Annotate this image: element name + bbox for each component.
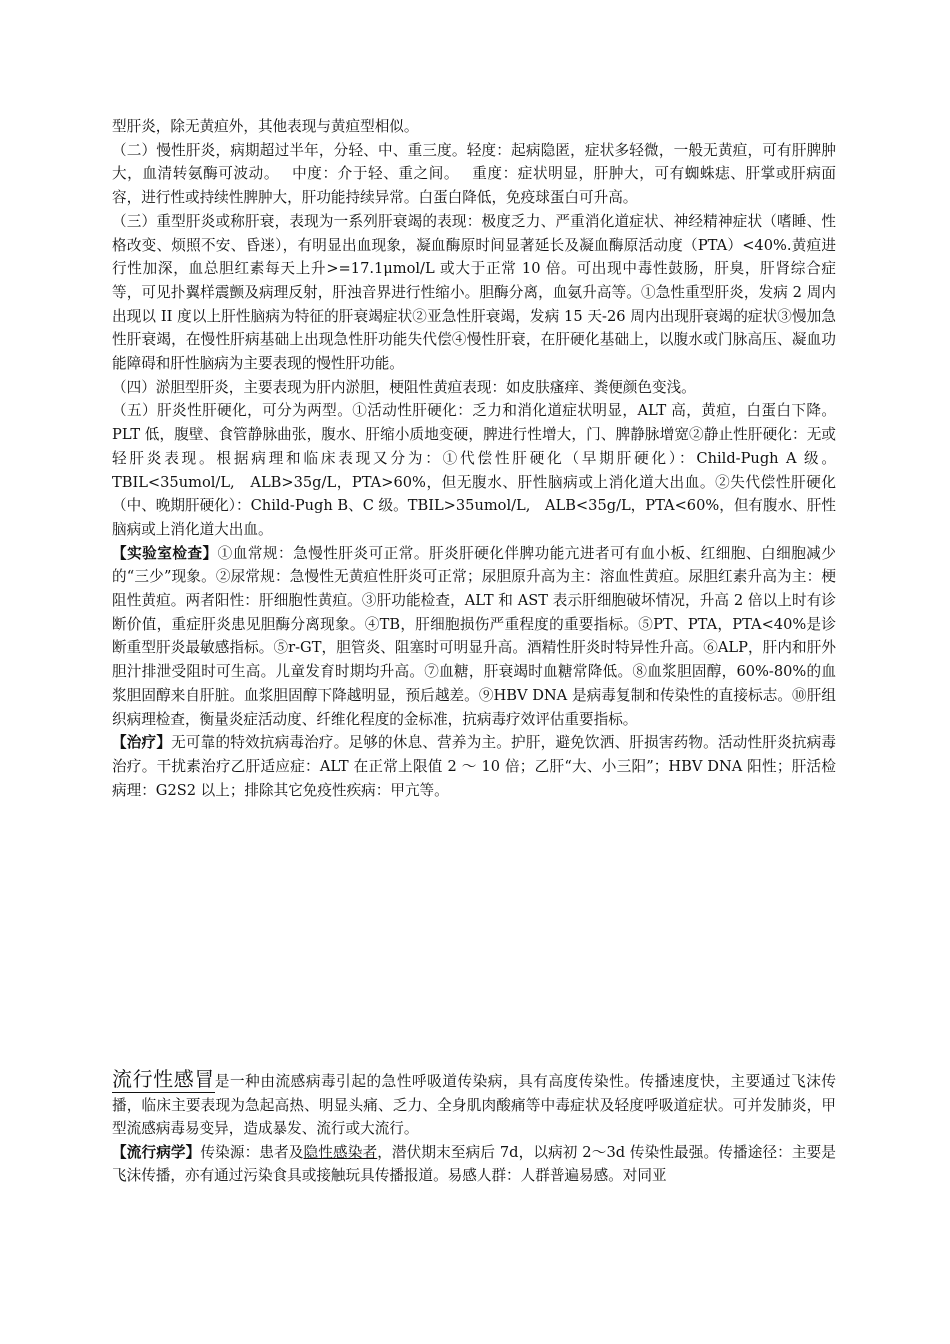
paragraph-epidemiology [112, 1141, 836, 1188]
influenza-intro [112, 1068, 836, 1141]
treatment-text: 无可靠的特效抗病毒治疗。足够的休息、营养为主。护肝，避免饮洒、肝损害药物。活动性肝炎抗病毒治疗。干扰素治疗乙肝适应症：ALT 在正常上限值 2 ～ 10 倍；乙肝“大、小三阳”；HBV DNA 阳性；肝活检病理：G2S2 以上；排除其它免疫性疾病：甲亢等。 [112, 734, 836, 799]
influenza-section [112, 1068, 836, 1188]
paragraph-severe-hepatitis: （三）重型肝炎或称肝衰，表现为一系列肝衰竭的表现：极度乏力、严重消化道症状、神经精神症状（嗜睡、性格改变、烦照不安、昏迷），有明显出血现象，凝血酶原时间显著延长及凝血酶原活动度（PTA）<40%.黄疸进行性加深，血总胆红素每天上升>=17.1μmol/L 或大于正常 10 倍。可出现中毒性鼓肠，肝臭，肝肾综合症等，可见扑翼样震颤及病理反射，肝浊音界进行性缩小。胆酶分离，血氨升高等。①急性重型肝炎，发病 2 周内出现以 II 度以上肝性脑病为特征的肝衰竭症状②亚急性肝衰竭，发病 15 天-26 周内出现肝衰竭的症状③慢加急性肝衰竭，在慢性肝病基础上出现急性肝功能失代偿④慢性肝衰，在肝硬化基础上，以腹水或门脉高压、凝血功能障碍和肝性脑病为主要表现的慢性肝功能。 [112, 212, 836, 373]
influenza-heading: 流行性感冒 [112, 1067, 215, 1091]
lab-tests-label: 【实验室检查】 [112, 544, 218, 562]
hidden-infection-link: 隐性感染者 [303, 1143, 378, 1161]
paragraph-treatment [112, 731, 836, 802]
epidemiology-label: 【流行病学】 [112, 1143, 201, 1161]
hepatitis-section [112, 115, 836, 802]
lab-tests-text: ①血常规：急慢性肝炎可正常。肝炎肝硬化伴脾功能亢进者可有血小板、红细胞、白细胞减少的“三少”现象。②尿常规：急慢性无黄疸性肝炎可正常；尿胆原升高为主：溶血性黄疸。尿胆红素升高为主：梗阻性黄疸。两者阳性：肝细胞性黄疸。③肝功能检查，ALT 和 AST 表示肝细胞破坏情况，升高 2 倍以上时有诊断价值，重症肝炎患见胆酶分离现象。④TB，肝细胞损伤严重程度的重要指标。⑤PT、PTA，PTA<40%是诊断重型肝炎最敏感指标。⑤r-GT，胆管炎、阻塞时可明显升高。酒精性肝炎时特异性升高。⑥ALP，肝内和肝外胆汁排泄受阻时可生高。儿童发育时期均升高。⑦血糖，肝衰竭时血糖常降低。⑧血浆胆固醇，60%-80%的血浆胆固醇来自肝脏。血浆胆固醇下降越明显，预后越差。⑨HBV DNA 是病毒复制和传染性的直接标志。⑩肝组织病理检查，衡量炎症活动度、纤维化程度的金标准，抗病毒疗效评估重要指标。 [112, 544, 836, 728]
paragraph-intro: 型肝炎，除无黄疸外，其他表现与黄疸型相似。 [112, 118, 419, 135]
epidemiology-text-a: 传染源：患者及 [200, 1143, 304, 1161]
paragraph-lab-tests [112, 542, 836, 732]
treatment-label: 【治疗】 [112, 734, 172, 752]
paragraph-cholestatic-hepatitis: （四）淤胆型肝炎，主要表现为肝内淤胆，梗阻性黄疸表现：如皮肤瘙痒、粪便颜色变浅。 [112, 378, 696, 396]
epidemiology-text-b: ，潜伏期末至病后 7d，以病初 2～3d 传染性最强。传播途径：主要是飞沫传播，亦有通过污染食具或接触玩具传播报道。易感人群：人群普遍易感。对同亚 [112, 1143, 836, 1184]
influenza-intro-text: 是一种由流感病毒引起的急性呼吸道传染病，具有高度传染性。传播速度快，主要通过飞沫传播，临床主要表现为急起高热、明显头痛、乏力、全身肌肉酸痛等中毒症状及轻度呼吸道症状。可并发肺炎，甲型流感病毒易变异，造成暴发、流行或大流行。 [112, 1073, 836, 1137]
paragraph-cirrhosis: （五）肝炎性肝硬化，可分为两型。①活动性肝硬化：乏力和消化道症状明显，ALT 高，黄疸，白蛋白下降。PLT 低，腹壁、食管静脉曲张，腹水、肝缩小质地变硬，脾进行性增大，门、脾静脉增宽②静止性肝硬化：无或轻肝炎表现。根据病理和临床表现又分为：①代偿性肝硬化（早期肝硬化）：Child-Pugh A 级。TBIL<35umol/L, ALB>35g/L，PTA>60%，但无腹水、肝性脑病或上消化道大出血。②失代偿性肝硬化（中、晚期肝硬化）：Child-Pugh B、C 级。TBIL>35umol/L, ALB<35g/L，PTA<60%，但有腹水、肝性脑病或上消化道大出血。 [112, 402, 836, 538]
paragraph-chronic-hepatitis: （二）慢性肝炎，病期超过半年，分轻、中、重三度。轻度：起病隐匿，症状多轻微，一般无黄疸，可有肝脾肿大，血清转氨酶可波动。 中度：介于轻、重之间。 重度：症状明显，肝肿大，可有蜘蛛痣、肝掌或肝病面容，进行性或持续性脾肿大，肝功能持续异常。白蛋白降低，免疫球蛋白可升高。 [112, 141, 836, 207]
